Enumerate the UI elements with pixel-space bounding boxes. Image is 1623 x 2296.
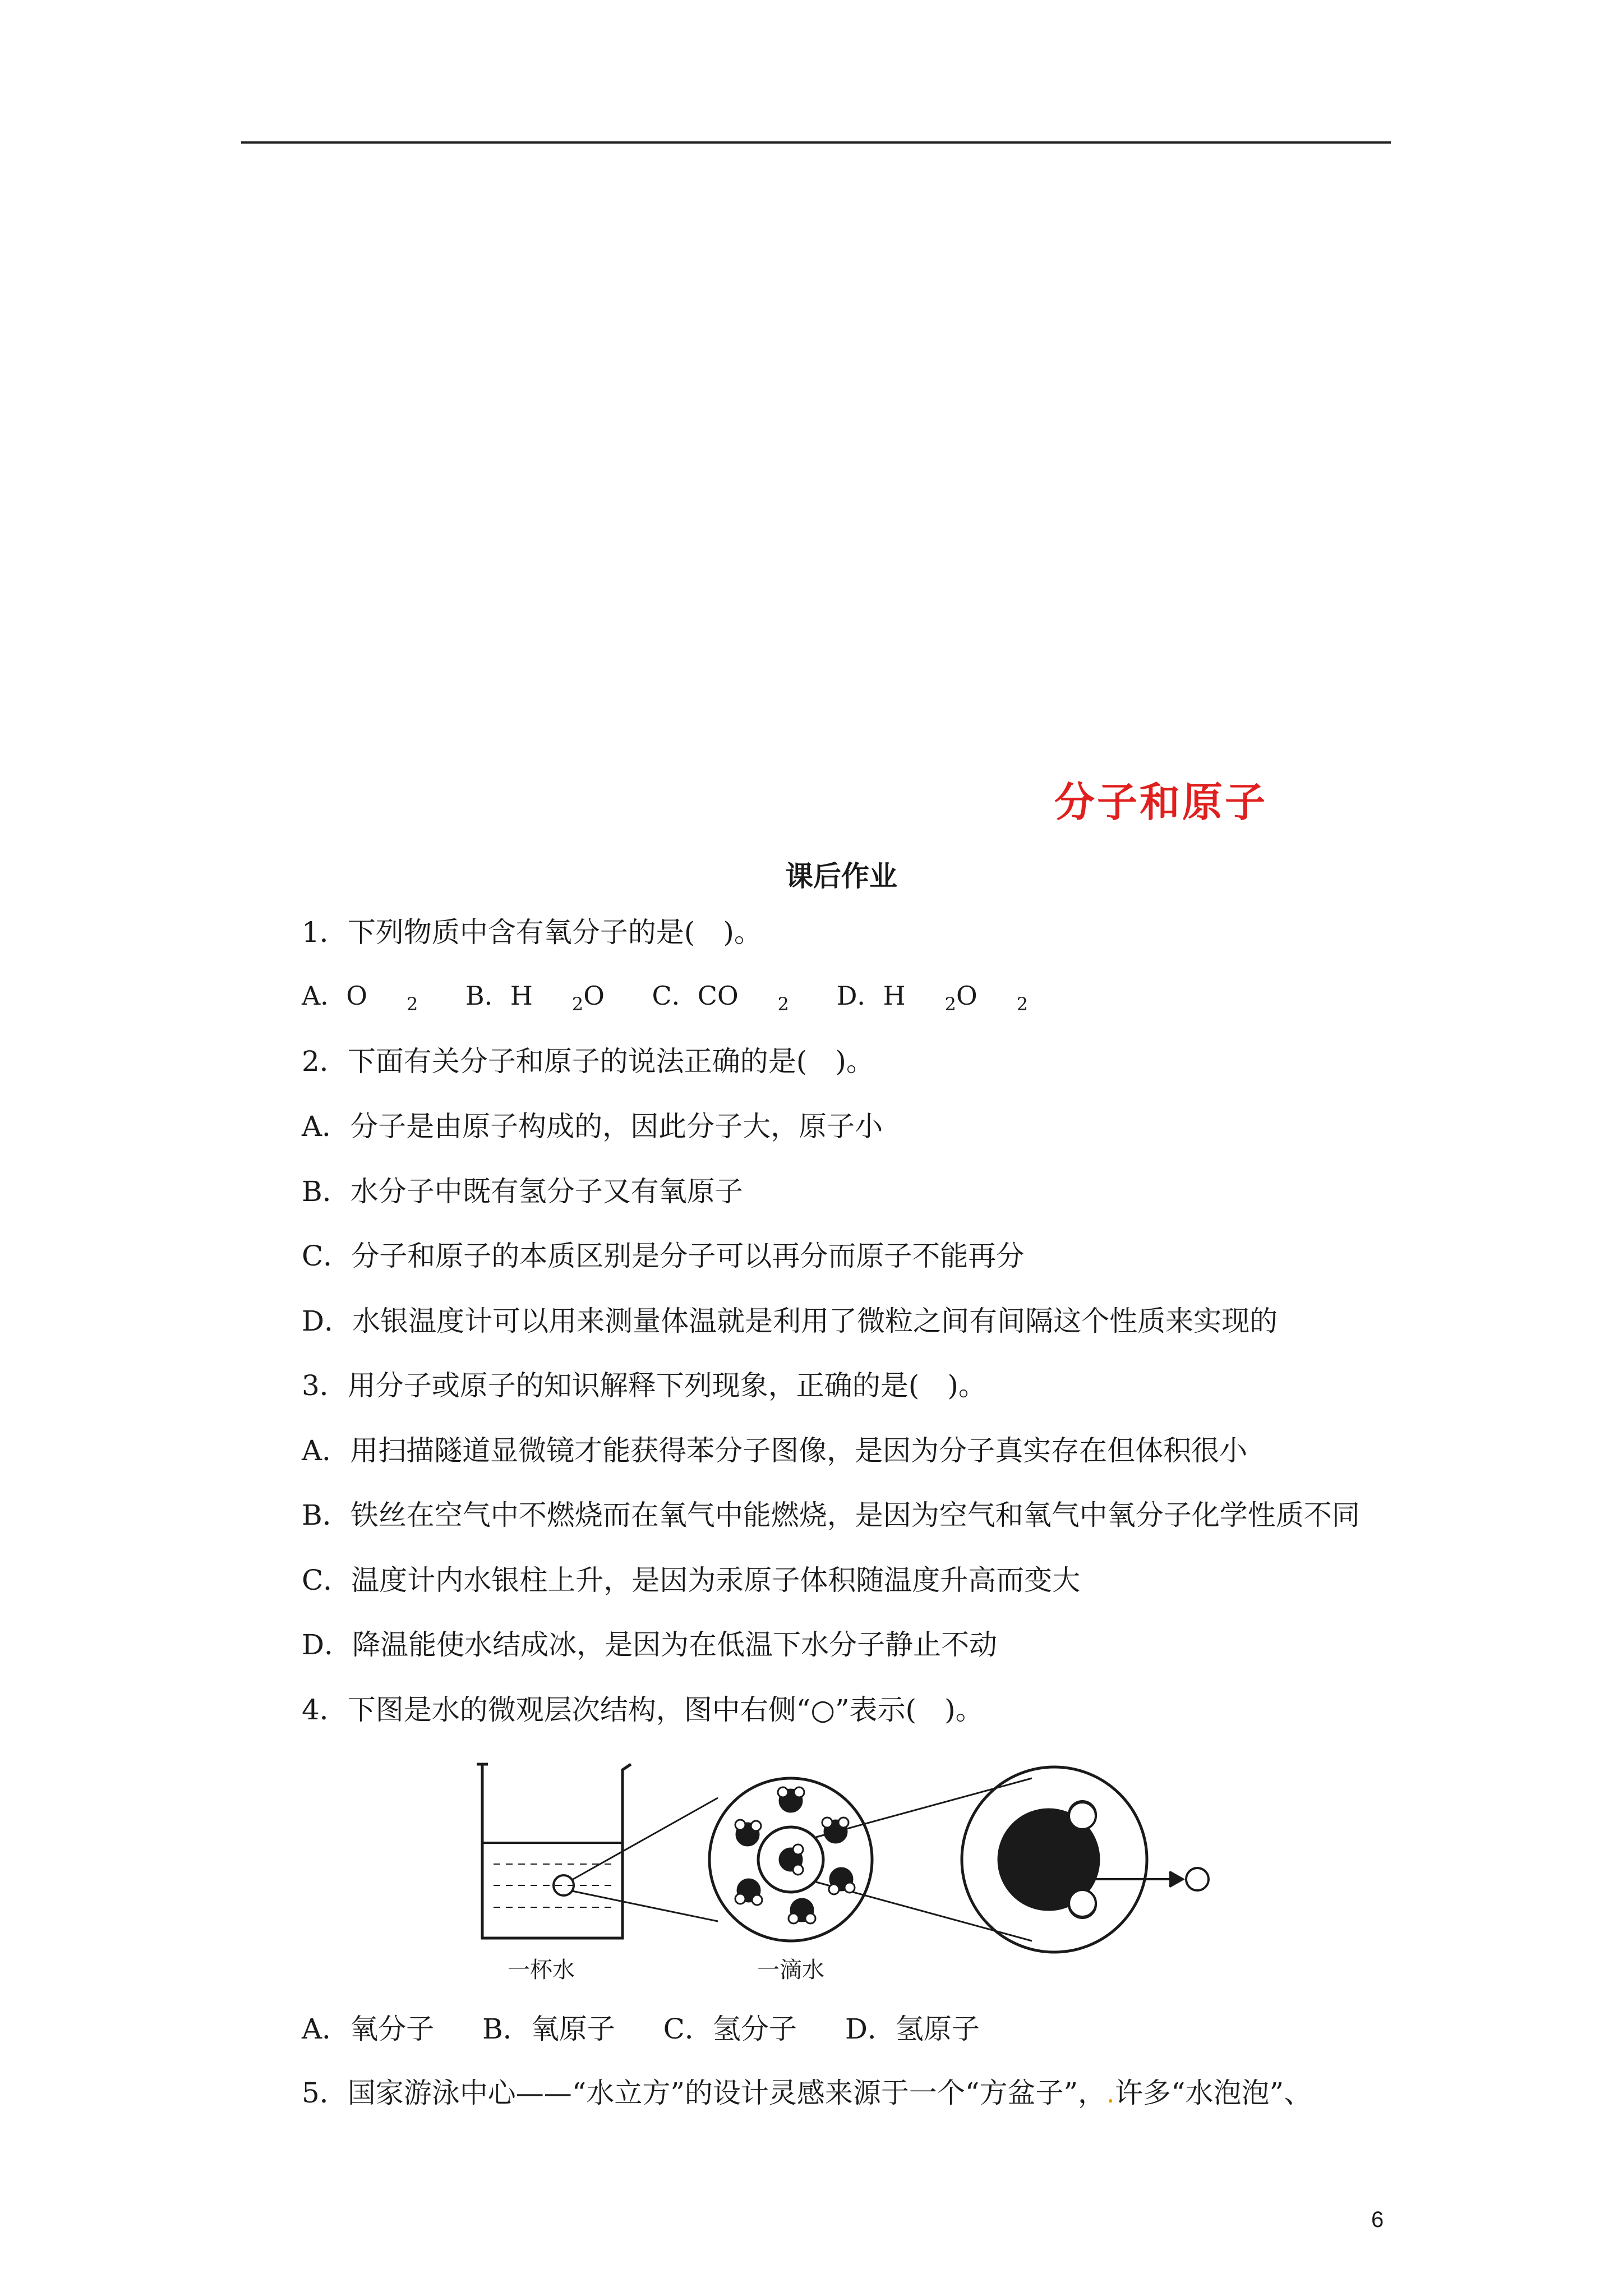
water-structure-diagram: [471, 1753, 1223, 1989]
q1-stem: 1．下列物质中含有氧分子的是( )。: [302, 916, 762, 949]
label-drop: 一滴水: [757, 1957, 824, 1983]
q1-option-c: C．CO $_2$: [652, 981, 790, 1015]
beaker-outline: [482, 1764, 631, 1938]
page-title: 分子和原子: [1054, 779, 1268, 826]
q4-option-b: B．氧原子: [482, 2013, 615, 2045]
q2-option-c: C．分子和原子的本质区别是分子可以再分而原子不能再分: [302, 1240, 1025, 1272]
q2-option-a: A．分子是由原子构成的，因此分子大，原子小: [302, 1110, 883, 1143]
q2-option-d: D．水银温度计可以用来测量体温就是利用了微粒之间有间隔这个性质来实现的: [302, 1305, 1278, 1337]
q3-option-d: D．降温能使水结成冰，是因为在低温下水分子静止不动: [302, 1628, 998, 1661]
q1-option-b: B．H $_2$O: [465, 981, 605, 1015]
target-circle: [1186, 1868, 1209, 1890]
q1-option-d: D．H $_2$O $_2$: [836, 981, 1029, 1015]
q5-stem: 5．国家游泳中心——“水立方”的设计灵感来源于一个“方盆子”，.许多“水泡泡”、: [302, 2077, 1312, 2109]
q3-option-a: A．用扫描隧道显微镜才能获得苯分子图像，是因为分子真实存在但体积很小: [302, 1434, 1248, 1467]
q2-option-b: B．水分子中既有氢分子又有氧原子: [302, 1175, 743, 1208]
label-cup: 一杯水: [508, 1957, 575, 1983]
page-number: 6: [1371, 2207, 1384, 2232]
q1-option-a: A．O $_2$: [302, 981, 418, 1015]
q4-options: [302, 2015, 980, 2043]
q1-options: [302, 983, 1028, 1013]
q4-option-c: C．氢分子: [663, 2013, 797, 2045]
q3-stem: 3．用分子或原子的知识解释下列现象，正确的是( )。: [302, 1369, 986, 1402]
q3-option-b: B．铁丝在空气中不燃烧而在氧气中能燃烧，是因为空气和氧气中氧分子化学性质不同: [302, 1499, 1360, 1531]
section-subtitle: 课后作业: [785, 860, 897, 892]
q2-stem: 2．下面有关分子和原子的说法正确的是( )。: [302, 1045, 874, 1078]
q4-stem: 4．下图是水的微观层次结构，图中右侧“○”表示( )。: [302, 1694, 984, 1726]
q4-option-a: A．氧分子: [302, 2013, 435, 2045]
water-structure-figure: [471, 1753, 1223, 1991]
q3-option-c: C．温度计内水银柱上升，是因为汞原子体积随温度升高而变大: [302, 1564, 1081, 1596]
header-rule: [241, 141, 1391, 144]
q4-option-d: D．氢原子: [845, 2013, 980, 2045]
